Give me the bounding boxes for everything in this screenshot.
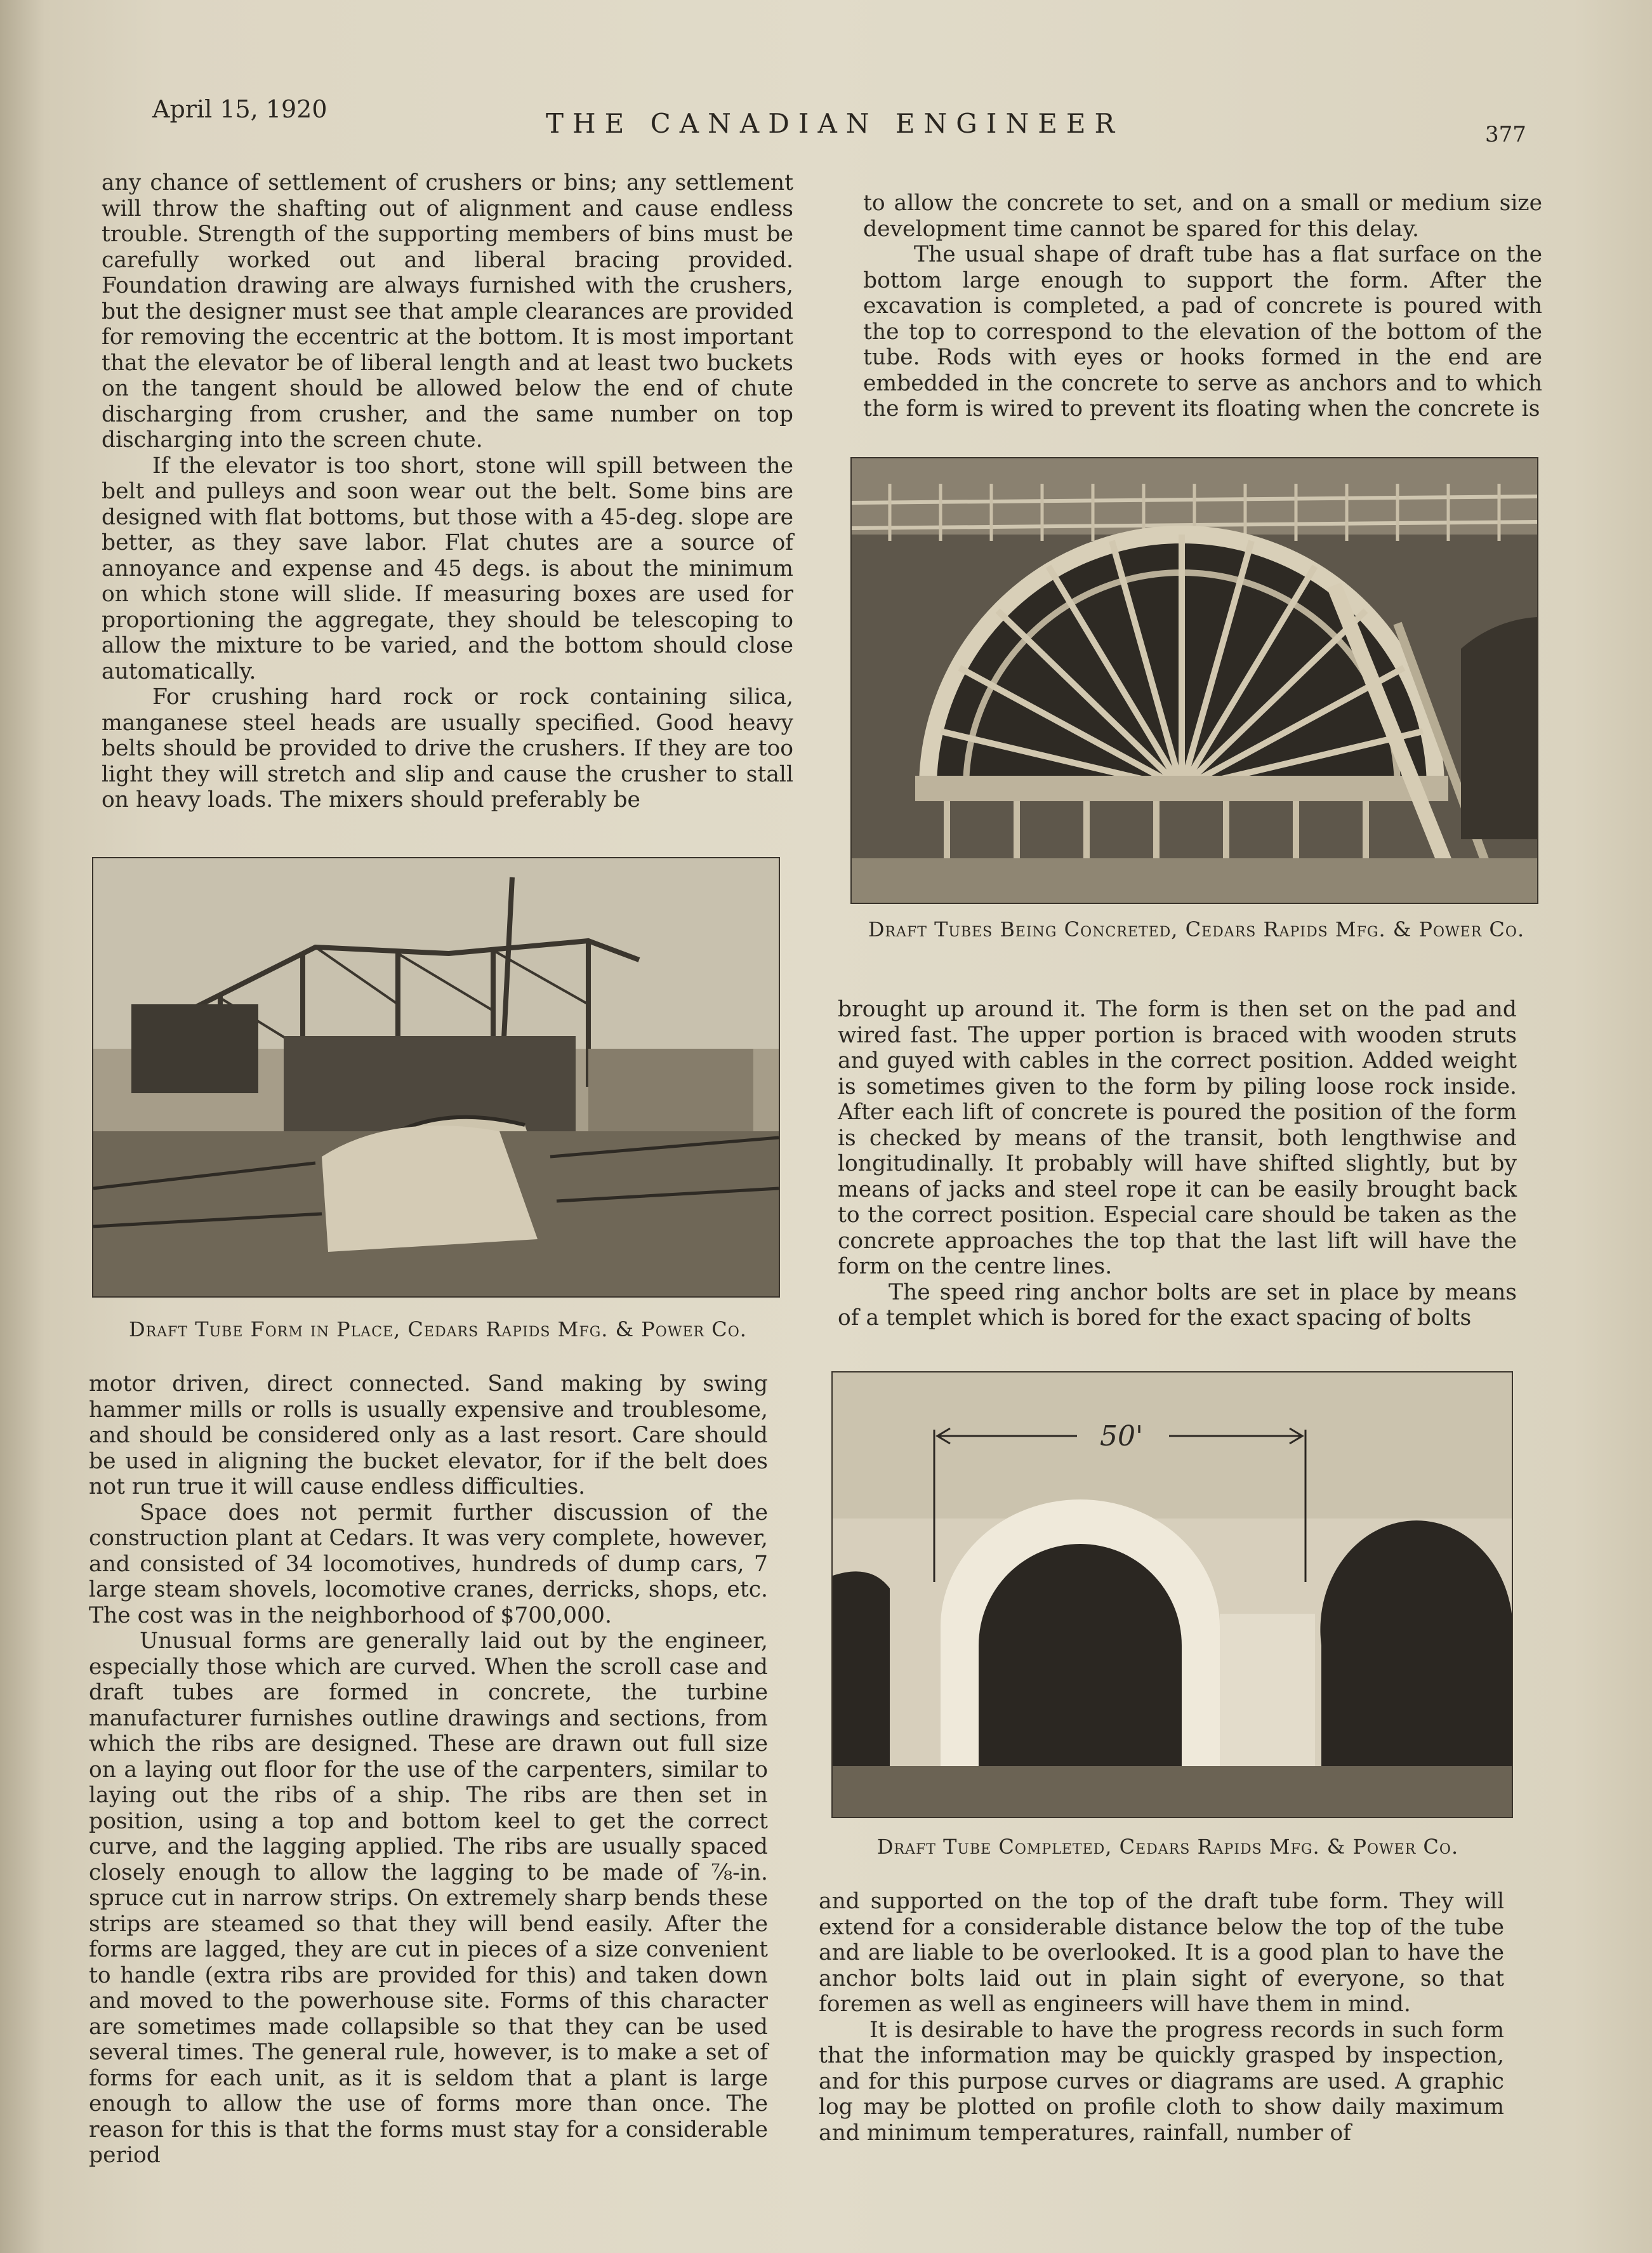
column-right-top [863, 190, 1542, 422]
paragraph: to allow the concrete to set, and on a small or medium size development time cannot be spared for this delay. [863, 190, 1542, 242]
paragraph: The speed ring anchor bolts are set in place by means of a templet which is bored for the exact spacing of bolts [838, 1279, 1517, 1331]
column-right-middle [838, 997, 1517, 1331]
paragraph: and supported on the top of the draft tube form. They will extend for a considerable distance below the top of the tube and are liable to be overlooked. It is a good plan to have the anchor bolts laid out in plain sight of everyone, so that foremen as well as engineers will have them in mind. [819, 1889, 1504, 2017]
paragraph: Space does not permit further discussion of the construction plant at Cedars. It was very complete, however, and consisted of 34 locomotives, hundreds of dump cars, 7 large steam shovels, locomotive cranes, derricks, shops, etc. The cost was in the neighborhood of $700,000. [89, 1499, 768, 1628]
paragraph: any chance of settlement of crushers or bins; any settlement will throw the shafting out of alignment and cause endless trouble. Strength of the supporting members of bins must be carefully worked out and liberal bracing provided. Foundation drawing are always furnished with the crushers, but the designer must see that ample clearances are provided for removing the eccentric at the bottom. It is most important that the elevator be of liberal length and at least two buckets on the tangent should be allowed below the end of chute discharging from crusher, and the same number on top discharging into the screen chute. [102, 170, 793, 453]
paragraph: motor driven, direct connected. Sand making by swing hammer mills or rolls is usually expensive and troublesome, and should be considered only as a last resort. Care should be used in aligning the bucket elevator, for if the belt does not run true it will cause endless difficulties. [89, 1371, 768, 1499]
paragraph: brought up around it. The form is then set on the pad and wired fast. The upper portion is braced with wooden struts and guyed with cables in the correct position. Added weight is sometimes given to the form by piling loose rock inside. After each lift of concrete is poured the position of the form is checked by means of the transit, both lengthwise and longitudinally. It probably will have shifted slightly, but by means of jacks and steel rope it can be easily brought back to the correct position. Especial care should be taken as the concrete approaches the top that the last lift will have the form on the centre lines. [838, 997, 1517, 1279]
header-date: April 15, 1920 [152, 95, 327, 123]
paragraph: The usual shape of draft tube has a flat surface on the bottom large enough to support the form. After the excavation is completed, a pad of concrete is poured with the top to correspond to the elevation of the bottom of the tube. Rods with eyes or hooks formed in the end are embedded in the concrete to serve as anchors and to which the form is wired to prevent its floating when the concrete is [863, 242, 1542, 422]
paragraph: If the elevator is too short, stone will spill between the belt and pulleys and soon wear out the belt. Some bins are designed with flat bottoms, but those with a 45-deg. slope are better, as they save labor. Flat chutes are a source of annoyance and expense and 45 degs. is about the minimum on which stone will slide. If measuring boxes are used for proportioning the aggregate, they should be telescoping to allow the mixture to be varied, and the bottom should close automatically. [102, 453, 793, 684]
photo-draft-tube-completed [831, 1371, 1513, 1818]
caption-draft-tube-form: Draft Tube Form in Place, Cedars Rapids Mfg. & Power Co. [129, 1317, 747, 1341]
page-number: 377 [1485, 122, 1526, 147]
column-left-top [102, 170, 793, 813]
journal-title: THE CANADIAN ENGINEER [546, 108, 1124, 139]
caption-draft-tube-completed: Draft Tube Completed, Cedars Rapids Mfg. & Power Co. [876, 1835, 1459, 1859]
caption-draft-tubes-concreted: Draft Tubes Being Concreted, Cedars Rapids Mfg. & Power Co. [868, 917, 1525, 941]
photo-draft-tubes-concreted [850, 457, 1538, 904]
paragraph: Unusual forms are generally laid out by the engineer, especially those which are curved. When the scroll case and draft tubes are formed in concrete, the turbine manufacturer furnishes outline drawings and sections, from which the ribs are designed. These are drawn out full size on a laying out floor for the use of the carpenters, similar to laying out the ribs of a ship. The ribs are then set in position, using a top and bottom keel to get the correct curve, and the lagging applied. The ribs are usually spaced closely enough to allow the lagging to be made of ⅞-in. spruce cut in narrow strips. On extremely sharp bends these strips are steamed so that they will bend easily. After the forms are lagged, they are cut in pieces of a size convenient to handle (extra ribs are provided for this) and taken down and moved to the powerhouse site. Forms of this character are sometimes made collapsible so that they can be used several times. The general rule, however, is to make a set of forms for each unit, as it is seldom that a plant is large enough to allow the use of forms more than once. The reason for this is that the forms must stay for a considerable period [89, 1628, 768, 2168]
column-left-bottom [89, 1371, 768, 2169]
column-right-bottom [819, 1889, 1504, 2146]
paragraph: It is desirable to have the progress records in such form that the information may be quickly grasped by inspection, and for this purpose curves or diagrams are used. A graphic log may be plotted on profile cloth to show daily maximum and minimum temperatures, rainfall, number of [819, 2017, 1504, 2146]
paragraph: For crushing hard rock or rock containing silica, manganese steel heads are usually specified. Good heavy belts should be provided to drive the crushers. If they are too light they will stretch and slip and cause the crusher to stall on heavy loads. The mixers should preferably be [102, 684, 793, 813]
dimension-label: 50' [1099, 1420, 1144, 1452]
photo-draft-tube-form [92, 857, 780, 1298]
